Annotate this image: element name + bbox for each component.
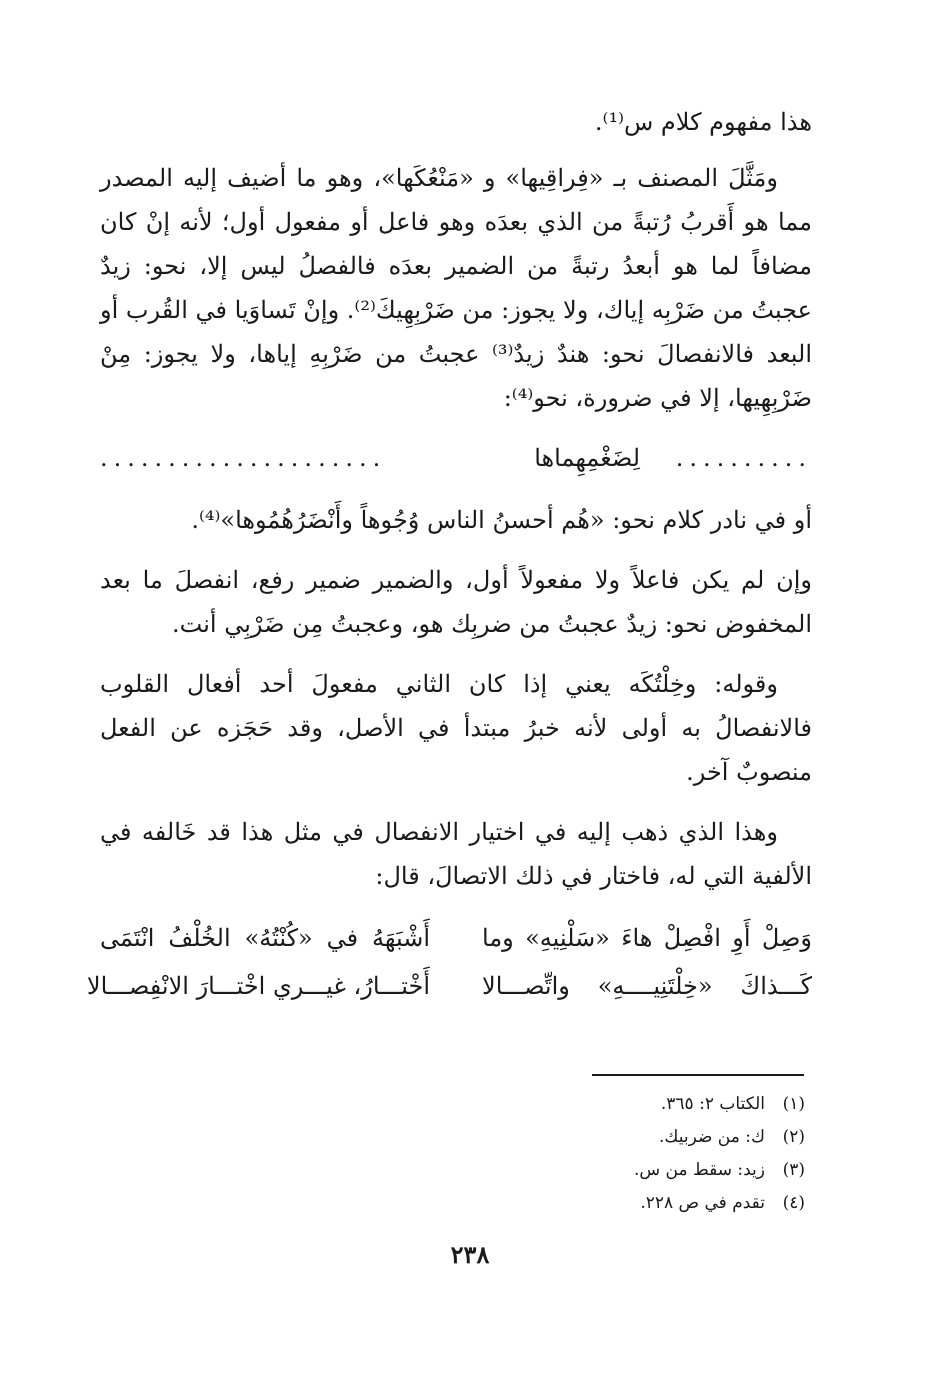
footnote: [500, 1088, 805, 1121]
paragraph-6: وهذا الذي ذهب إليه في اختيار الانفصال في مثل هذا قد خَالفه في الألفية التي له، فاختار في ذلك الاتصالَ، قال:: [100, 818, 812, 890]
verse-fragment: لِضَغْمِهِماها: [534, 444, 640, 472]
poem-verse: [86, 914, 812, 1010]
footnote-number: (٤): [782, 1193, 805, 1213]
verse-1-second-hemistich: أَشْبَهَهُ في «كُنْتُهُ» الخُلْفُ انْتَمَى: [100, 924, 430, 952]
footnote-number: (٢): [782, 1127, 805, 1147]
dots-right: ..........: [675, 444, 812, 472]
paragraph-3: أو في نادر كلام نحو: «هُم أحسنُ الناس وُجُوهاً وأَنْضَرُهُمُوها»⁽⁴⁾.: [191, 506, 812, 534]
page-number: ٢٣٨: [450, 1240, 490, 1269]
footnote: [500, 1154, 805, 1187]
footnotes: [500, 1088, 805, 1220]
page-body: [86, 100, 813, 1010]
dotted-verse-line: [100, 438, 812, 478]
paragraph-5: وقوله: وخِلْتُكَه يعني إذا كان الثاني مفعولَ أحد أفعال القلوب فالانفصالُ به أولى لأنه خبرُ مبتدأ في الأصل، وقد حَجَزه عن الفعل منصوبٌ آخر.: [100, 670, 812, 786]
footnote-text: زيد: سقط من س.: [634, 1160, 765, 1180]
verse-1-first-hemistich: وَصِلْ أَوِ افْصِلْ هاءَ «سَلْنِيهِ» وما: [482, 924, 812, 952]
verse-2-first-hemistich: كَـــذاكَ «خِلْتَنِيــــهِ» واتِّصـــالا: [482, 972, 812, 1000]
footnote-number: (١): [782, 1094, 805, 1114]
footnote-text: تقدم في ص ٢٢٨.: [640, 1193, 765, 1213]
dots-left: .....................: [100, 444, 387, 472]
paragraph-1: هذا مفهوم كلام س⁽¹⁾.: [594, 108, 812, 136]
footnote-text: ك: من ضربيك.: [658, 1127, 765, 1147]
paragraph-2: ومَثَّلَ المصنف بـ «فِراقِيها» و «مَنْعُكَها»، وهو ما أضيف إليه المصدر مما هو أَقربُ رُتبةً من الذي بعدَه وهو فاعل أو مفعول أول؛ لأنه إنْ كان مضافاً لما هو أبعدُ رتبةً من الضمير بعدَه فالفصلُ ليس إلا، نحو: زيدٌ عجبتُ من ضَرْبِه إياك، ولا يجوز: من ضَرْبِهِيكَ⁽²⁾. وإنْ تَساوَيا في القُرب أو البعد فالانفصالَ نحو: هندٌ زيدٌ⁽³⁾ عجبتُ من ضَرْبِهِ إياها، ولا يجوز: مِنْ ضَرْبِهِيها، إلا في ضرورة، نحو⁽⁴⁾:: [100, 164, 813, 412]
paragraph-4: وإن لم يكن فاعلاً ولا مفعولاً أول، والضمير ضمير رفع، انفصلَ ما بعد المخفوض نحو: زيدٌ عجبتُ من ضربِك هو، وعجبتُ مِن ضَرْبِي أنت.: [100, 566, 812, 638]
verse-2-second-hemistich: أَخْتـــارُ، غيـــري اخْتـــارَ الانْفِصـــالا: [86, 972, 430, 1000]
footnote-text: الكتاب ٢: ٣٦٥.: [660, 1094, 765, 1114]
footnote-separator: [592, 1074, 804, 1076]
footnote-number: (٣): [782, 1160, 805, 1180]
verse-line-2: [86, 962, 812, 1010]
verse-line-1: [100, 914, 812, 962]
footnote: [500, 1121, 805, 1154]
footnote: [500, 1187, 805, 1220]
